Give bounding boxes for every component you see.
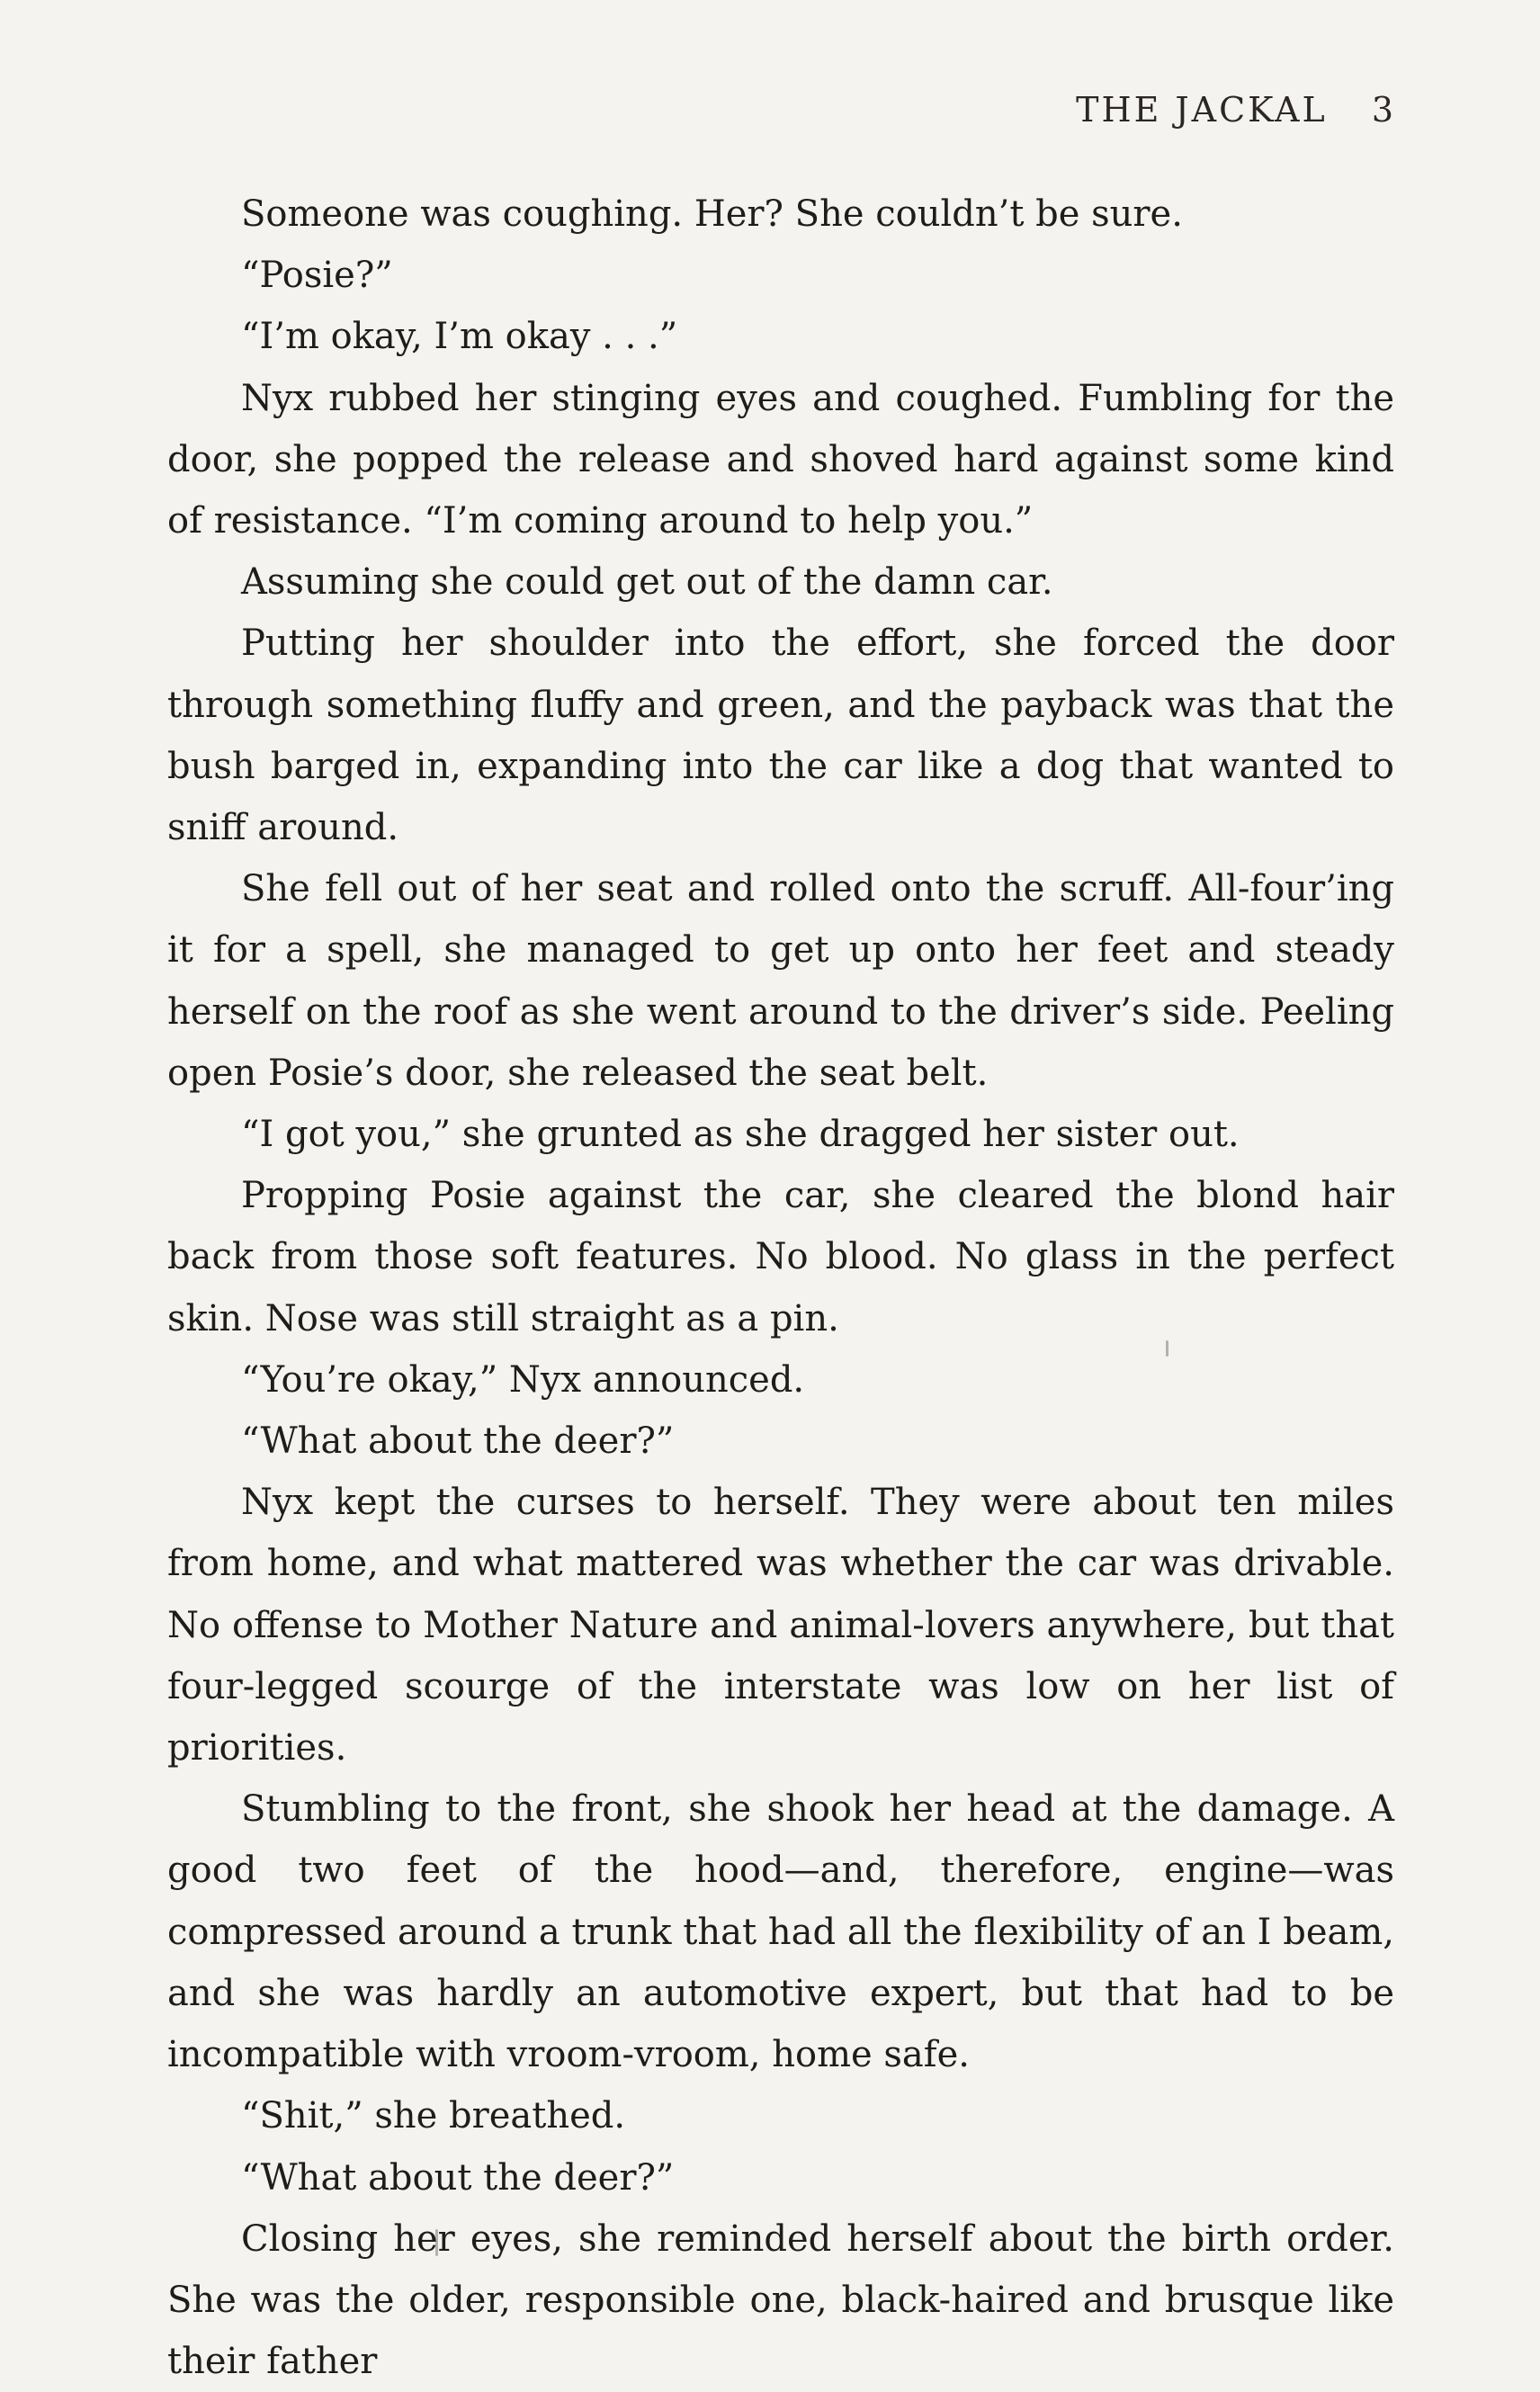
paragraph: “You’re okay,” Nyx announced. — [241, 1358, 805, 1401]
paragraph: She fell out of her seat and rolled onto the scruff. All-four’ing it for a spell, she managed to get up onto her feet and steady herself on the roof as she went around to the driver’s side. Peeling open Posie’s door, she released the seat belt. — [167, 868, 1394, 1094]
book-title: THE JACKAL — [1076, 90, 1328, 130]
paragraph: Propping Posie against the car, she cleared the blond hair back from those soft features. No blood. No glass in the perfect skin. Nose was still straight as a pin. — [167, 1175, 1394, 1339]
paragraph: “What about the deer?” — [241, 1420, 675, 1463]
body-text — [167, 184, 1394, 2392]
scan-artifact — [435, 2229, 438, 2256]
paragraph: “I got you,” she grunted as she dragged her sister out. — [241, 1114, 1240, 1156]
running-head — [1076, 90, 1396, 130]
paragraph: “What about the deer?” — [241, 2156, 675, 2199]
paragraph: Putting her shoulder into the effort, she forced the door through something fluffy and green, and the payback was that the bush barged in, expanding into the car like a dog that wanted to sniff around. — [167, 623, 1394, 849]
paragraph: Someone was coughing. Her? She couldn’t be sure. — [241, 193, 1183, 235]
scan-artifact — [1166, 1340, 1168, 1357]
paragraph: Assuming she could get out of the damn car. — [241, 561, 1053, 604]
paragraph: Closing her eyes, she reminded herself about the birth order. She was the older, responsible one, black-haired and brusque like their father — [167, 2217, 1394, 2383]
paragraph: “I’m okay, I’m okay . . .” — [241, 316, 678, 358]
paragraph: Nyx rubbed her stinging eyes and coughed. Fumbling for the door, she popped the release and shoved hard against some kind of resistance. “I’m coming around to help you.” — [167, 377, 1394, 542]
page-number: 3 — [1371, 90, 1396, 130]
paragraph: “Shit,” she breathed. — [241, 2095, 626, 2137]
paragraph: Stumbling to the front, she shook her head at the damage. A good two feet of the hood—and, therefore, engine—was compressed around a trunk that had all the flexibility of an I beam, and she was hardly an automotive expert, but that had to be incompatible with vroom-vroom, home safe. — [167, 1788, 1394, 2076]
paragraph: “Posie?” — [241, 255, 393, 297]
paragraph: Nyx kept the curses to herself. They were about ten miles from home, and what mattered was whether the car was drivable. No offense to Mother Nature and animal-lovers anywhere, but that four-legged scourge of the interstate was low on her list of priorities. — [167, 1482, 1394, 1769]
